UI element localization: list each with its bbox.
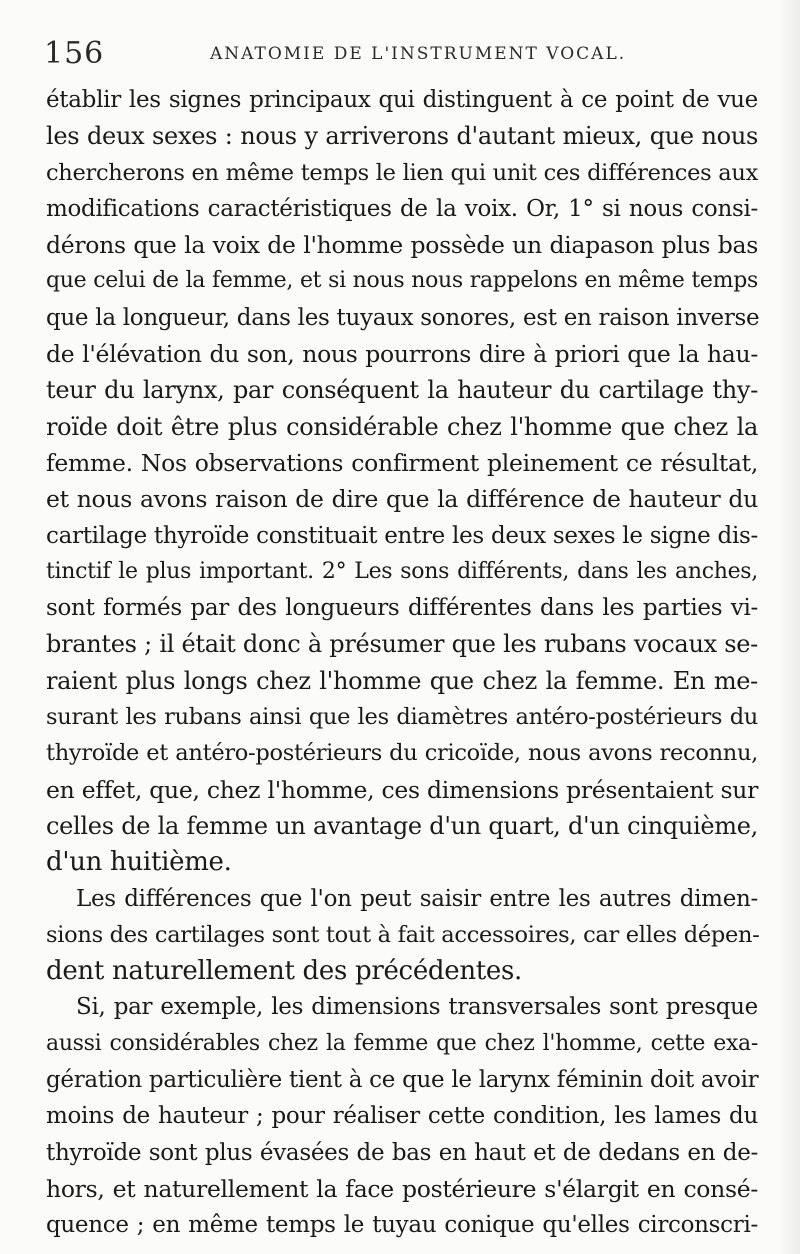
text-line: que la longueur, dans les tuyaux sonores, est en raison inverse	[46, 304, 760, 331]
text-line: surant les rubans ainsi que les diamètres antéro-postérieurs du	[46, 704, 758, 731]
text-line: les deux sexes : nous y arriverons d'autant mieux, que nous	[46, 122, 758, 151]
text-line: dent naturellement des précédentes.	[46, 956, 523, 987]
text-line: de l'élévation du son, nous pourrons dire à priori que la hau-	[46, 340, 758, 369]
page-number: 156	[44, 36, 105, 71]
text-line: teur du larynx, par conséquent la hauteur du cartilage thy-	[46, 376, 758, 405]
text-line: hors, et naturellement la face postérieure s'élargit en consé-	[46, 1174, 758, 1203]
running-head: ANATOMIE DE L'INSTRUMENT VOCAL.	[210, 44, 627, 64]
text-line: établir les signes principaux qui distinguent à ce point de vue	[46, 87, 758, 113]
text-line: modifications caractéristiques de la voix. Or, 1° si nous consi-	[46, 195, 758, 222]
text-line: thyroïde sont plus évasées de bas en haut et de dedans en de-	[46, 1139, 758, 1166]
text-line: gération particulière tient à ce que le larynx féminin doit avoir	[46, 1067, 759, 1094]
text-line: sions des cartilages sont tout à fait accessoires, car elles dépen-	[46, 921, 760, 948]
text-line: d'un huitième.	[46, 847, 232, 878]
paragraph-3	[46, 989, 758, 1243]
paragraph-1	[46, 82, 758, 881]
text-line: en effet, que, chez l'homme, ces dimensions présentaient sur	[46, 775, 758, 804]
text-line: que celui de la femme, et si nous nous rappelons en même temps	[46, 268, 758, 294]
text-line: femme. Nos observations confirment pleinement ce résultat,	[46, 448, 758, 477]
page-header	[44, 36, 760, 76]
text-line: raient plus longs chez l'homme que chez la femme. En me-	[46, 666, 758, 695]
body-text	[46, 82, 758, 1244]
paragraph-2	[46, 881, 758, 990]
page-edge-shadow	[778, 0, 800, 1254]
text-line: dérons que la voix de l'homme possède un diapason plus bas	[46, 231, 758, 260]
text-line: moins de hauteur ; pour réaliser cette condition, les lames du	[46, 1103, 758, 1130]
text-line: sont formés par des longueurs différentes dans les parties vi-	[46, 595, 758, 622]
text-line: et nous avons raison de dire que la différence de hauteur du	[46, 485, 758, 514]
text-line: brantes ; il était donc à présumer que les rubans vocaux se-	[46, 630, 758, 659]
text-line: celles de la femme un avantage d'un quart, d'un cinquième,	[46, 811, 758, 840]
text-line: roïde doit être plus considérable chez l'homme que chez la	[46, 412, 758, 441]
text-line: tinctif le plus important. 2° Les sons différents, dans les anches,	[46, 558, 758, 584]
text-line: thyroïde et antéro-postérieurs du cricoïde, nous avons reconnu,	[46, 740, 758, 767]
text-line: aussi considérables chez la femme que chez l'homme, cette exa-	[46, 1030, 758, 1056]
text-line: Si, par exemple, les dimensions transversales sont presque	[76, 994, 758, 1021]
text-line: quence ; en même temps le tuyau conique qu'elles circonscri-	[46, 1212, 758, 1239]
text-line: Les différences que l'on peut saisir entre les autres dimen-	[76, 885, 758, 912]
text-line: chercherons en même temps le lien qui unit ces différences aux	[46, 159, 758, 186]
text-line: cartilage thyroïde constituait entre les deux sexes le signe dis-	[46, 522, 758, 549]
